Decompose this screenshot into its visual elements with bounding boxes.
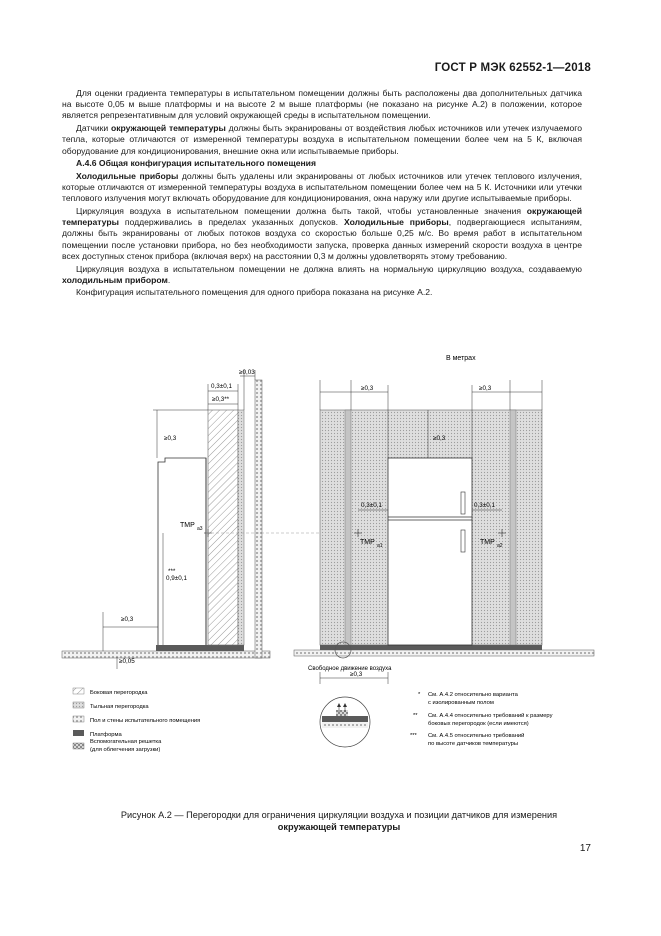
dim-h-03-left: ≥0,3 [164, 435, 177, 442]
floor-left [62, 651, 270, 658]
caption-line-2: окружающей температуры [277, 822, 401, 832]
dim-s-031-l: 0,3±0,1 [361, 502, 382, 509]
sensor-a1-sub: a1 [377, 543, 383, 549]
side-view [62, 369, 270, 669]
note-2-l1: См. А.4.4 относительно требований к размеру [428, 713, 553, 719]
wall-left [255, 380, 262, 658]
dim-bot-03-r: ≥0,3 [350, 671, 363, 678]
paragraph-4: Циркуляция воздуха в испытательном помещении должна быть такой, чтобы установленные значения окружающей температуры поддерживались в пределах указанных допусков. Холодильные приборы, подвергающиеся испытаниям, должны быть экранированы от любых потоков воздуха со скоростью больше 0,25 м/с. Во время работ в испытательном помещении после установки прибора, но без необходимости запуска, проверка данных измерений скорости воздуха в центре всех доступных стенок прибора (включая верх) на расстоянии 0,3 м должны удовлетворять этому требованию. [62, 206, 583, 261]
legend-swatch-platform [73, 730, 84, 736]
note-1-l1: См. А.4.2 относительно варианта [428, 692, 518, 698]
front-view [294, 355, 594, 747]
legend-grid-note: (для облегчения загрузки) [90, 747, 161, 753]
sensor-a2-sub: a2 [497, 543, 503, 549]
legend [73, 688, 200, 753]
legend-swatch-floor [73, 716, 84, 722]
legend-back: Тыльная перегородка [90, 704, 149, 710]
dim-s-031-r: 0,3±0,1 [474, 502, 495, 509]
sensor-a1-label: TMP [360, 539, 375, 546]
section-heading: А.4.6 Общая конфигурация испытательного помещения [76, 158, 316, 169]
paragraph-5: Циркуляция воздуха в испытательном помещении не должна влиять на нормальную циркуляцию воздуха, создаваемую холодильным прибором. [62, 263, 582, 285]
back-partition [238, 410, 244, 645]
dim-top-03-l: ≥0,3 [361, 385, 374, 392]
dim-w-03s: ≥0,3** [212, 396, 230, 403]
note-2-mark: ** [413, 713, 418, 719]
dim-top-003: ≥0,03 [239, 369, 255, 376]
free-air-label: Свободное движение воздуха [308, 666, 392, 672]
figure-caption [62, 809, 616, 833]
dim-plat-005: ≥0,05 [119, 658, 135, 665]
handle-bottom [461, 530, 465, 552]
dim-stars: *** [168, 568, 176, 575]
appliance-front [388, 458, 472, 645]
legend-swatch-back [73, 702, 84, 708]
note-3-l2: по высоте датчиков температуры [428, 741, 519, 747]
side-partition [208, 410, 238, 645]
legend-swatch-side [73, 688, 84, 694]
side-partition-l [345, 410, 351, 645]
legend-side: Боковая перегородка [90, 690, 148, 696]
caption-line-1: Рисунок А.2 — Перегородки для ограничения циркуляции воздуха и позиции датчиков для измерения [120, 810, 558, 820]
free-air-detail [320, 697, 370, 747]
dim-bottom-03: ≥0,3 [121, 616, 134, 623]
sensor-a3-label: TMP [180, 522, 195, 529]
note-3-l1: См. А.4.5 относительно требований [428, 733, 525, 739]
sensor-a3-sub: a3 [197, 526, 203, 532]
dim-top-03-r: ≥0,3 [479, 385, 492, 392]
note-2-l2: боковых перегородок (если имеются) [428, 721, 529, 727]
side-partition-r [510, 410, 516, 645]
legend-platform: Платформа [90, 732, 122, 738]
floor-right [294, 650, 594, 656]
legend-floor: Пол и стены испытательного помещения [90, 718, 201, 724]
note-1-mark: * [418, 692, 421, 698]
paragraph-6: Конфигурация испытательного помещения для одного прибора показана на рисунке А.2. [76, 287, 433, 298]
platform-right [320, 645, 542, 650]
page-number: 17 [579, 843, 591, 854]
legend-grid: Вспомогательная решетка [90, 739, 162, 745]
paragraph-1: Для оценки градиента температуры в испытательном помещении должны быть расположены два дополнительных датчика на высоте 0,05 м выше платформы и на высоте 2 м выше платформы (не показано на рисунке А.2) в положении, которое является репрезентативным для условий окружающей среды в испытательном помещении. [62, 88, 582, 121]
units-label: В метрах [446, 355, 476, 362]
paragraph-3: Холодильные приборы должны быть удалены или экранированы от любых источников или утечек теплового излучения, которые отличаются от измеренной температуры воздуха в испытательном помещении более чем на 5 К. Источники или утечки теплового излучения могут включать оборудование для кондиционирования, окна наружу или другие испытываемые приборы. [62, 170, 583, 204]
note-1-l2: с изолированным полом [428, 700, 494, 706]
appliance-side [158, 458, 206, 645]
note-3-mark: *** [410, 733, 417, 739]
handle-top [461, 492, 465, 514]
figure-notes [410, 692, 553, 747]
platform-left [156, 645, 244, 651]
legend-swatch-grid [73, 743, 84, 749]
dim-w-031: 0,3±0,1 [211, 383, 232, 390]
standard-header: ГОСТ Р МЭК 62552-1—2018 [434, 62, 591, 74]
dim-h-03-right: ≥0,3 [433, 435, 446, 442]
dim-mid-09: 0,9±0,1 [166, 575, 187, 582]
sensor-a2-label: TMP [480, 539, 495, 546]
paragraph-2: Датчики окружающей температуры должны быть экранированы от воздействия любых источников или утечек излучаемого тепла, которые отличаются от измеренной температуры воздуха в испытательном помещении более чем на 5 К, включая оборудование для кондиционирования, внешние окна или испытываемые приборы. [62, 123, 582, 156]
